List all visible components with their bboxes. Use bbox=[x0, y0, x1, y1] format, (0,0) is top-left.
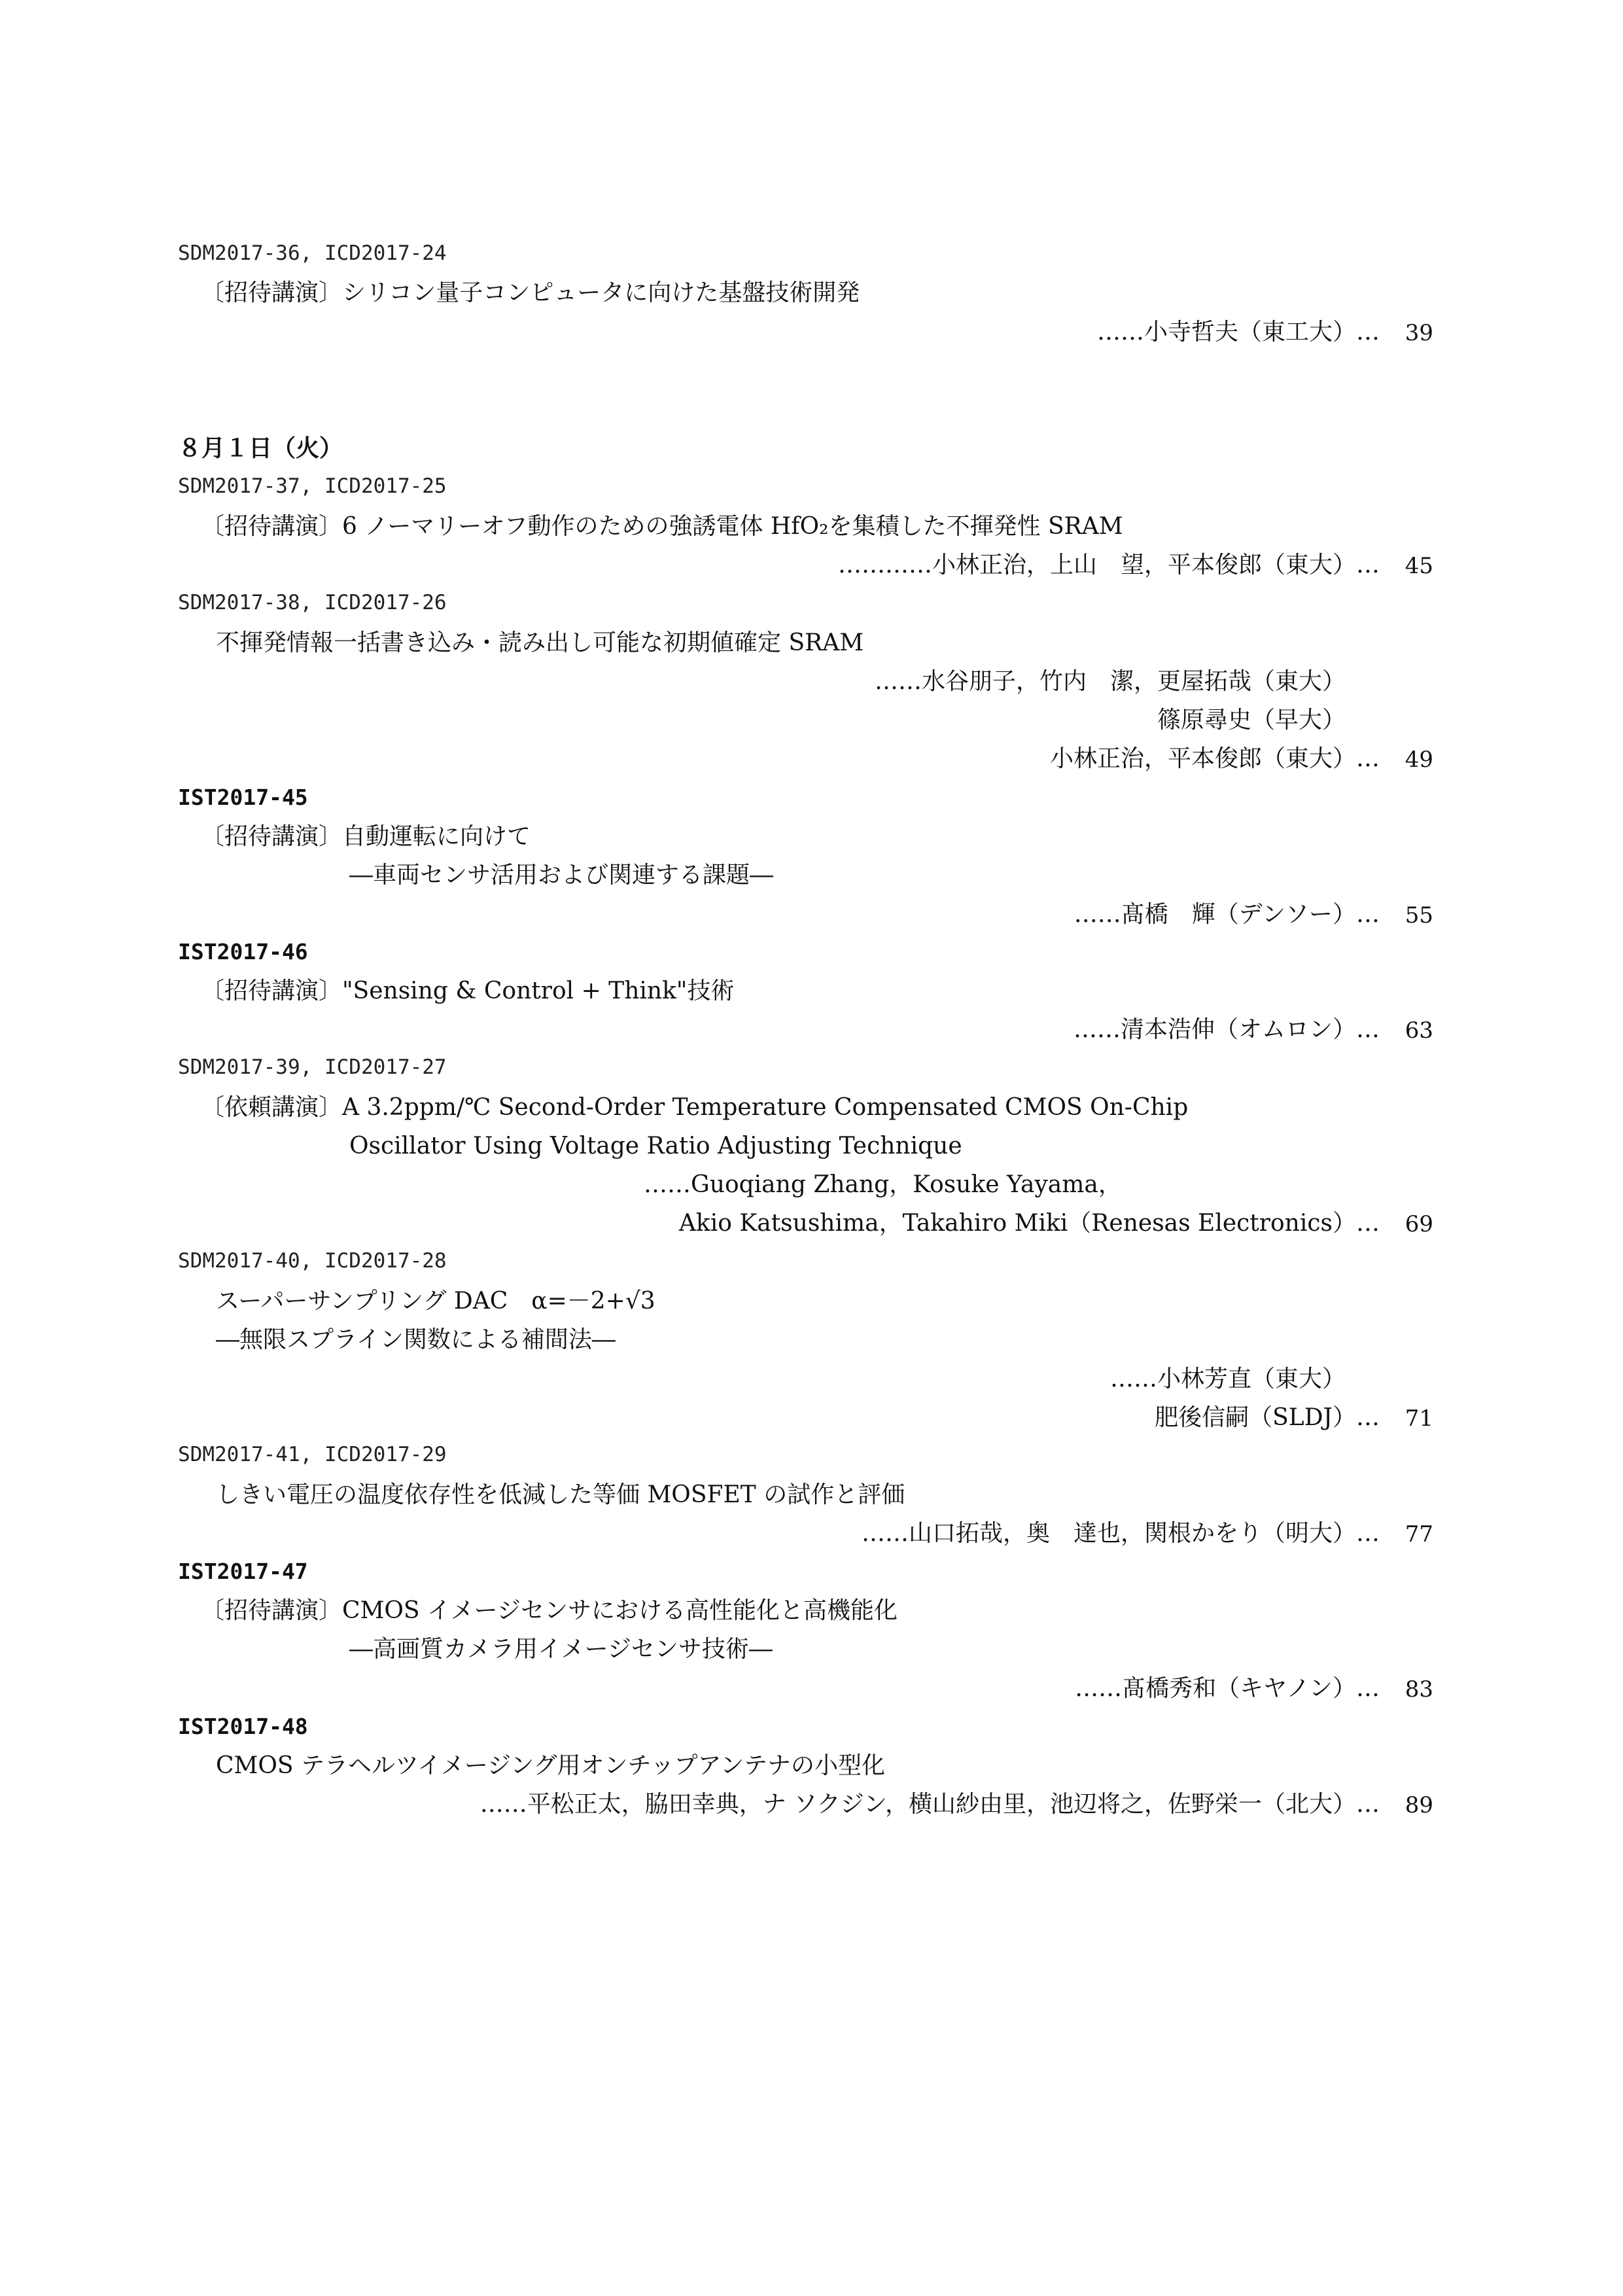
entry-authors: …………小林正治，上山 望，平本俊郎（東大）… bbox=[837, 552, 1380, 578]
entry-code: IST2017-48 bbox=[178, 1714, 308, 1739]
entry-code: IST2017-47 bbox=[178, 1559, 308, 1584]
entry-code: SDM2017-38, ICD2017-26 bbox=[178, 591, 447, 614]
entry-page: 89 bbox=[1405, 1792, 1433, 1818]
entry-title: 〔依頼講演〕A 3.2ppm/℃ Second-Order Temperature Compensated CMOS On-Chip bbox=[201, 1094, 1189, 1121]
entry-page: 45 bbox=[1405, 553, 1433, 579]
entry-subtitle: ―高画質カメラ用イメージセンサ技術― bbox=[349, 1636, 773, 1663]
entry-page: 63 bbox=[1405, 1017, 1433, 1044]
entry-authors: ……平松正太，脇田幸典，ナ ソクジン，横山紗由里，池辺将之，佐野栄一（北大）… bbox=[480, 1791, 1380, 1818]
entry-authors: 篠原尋史（早大） bbox=[1157, 707, 1346, 733]
entry-title: CMOS テラヘルツイメージング用オンチップアンテナの小型化 bbox=[216, 1752, 886, 1779]
entry-code: SDM2017-40, ICD2017-28 bbox=[178, 1249, 447, 1273]
entry-code: SDM2017-37, ICD2017-25 bbox=[178, 474, 447, 498]
entry-code: SDM2017-36, ICD2017-24 bbox=[178, 241, 447, 265]
entry-page: 83 bbox=[1405, 1676, 1433, 1703]
entry-authors: ……水谷朋子，竹内 潔，更屋拓哉（東大） bbox=[874, 668, 1346, 695]
entry-page: 49 bbox=[1405, 747, 1433, 773]
entry-authors: ……小林芳直（東大） bbox=[1109, 1366, 1346, 1392]
entry-title: スーパーサンプリング DAC α=－2+√3 bbox=[216, 1288, 655, 1315]
entry-code: IST2017-45 bbox=[178, 785, 308, 810]
entry-code: SDM2017-41, ICD2017-29 bbox=[178, 1443, 447, 1466]
entry-title: 〔招待講演〕自動運転に向けて bbox=[201, 823, 531, 850]
entry-subtitle: ―無限スプライン関数による補間法― bbox=[216, 1326, 616, 1353]
entry-page: 39 bbox=[1405, 320, 1433, 346]
entry-page: 69 bbox=[1405, 1211, 1433, 1237]
entry-title: 〔招待講演〕CMOS イメージセンサにおける高性能化と高機能化 bbox=[201, 1597, 898, 1624]
entry-authors: ……山口拓哉，奥 達也，関根かをり（明大）… bbox=[861, 1520, 1380, 1547]
entry-title: しきい電圧の温度依存性を低減した等価 MOSFET の試作と評価 bbox=[216, 1481, 905, 1508]
entry-subtitle: ―車両センサ活用および関連する課題― bbox=[349, 862, 774, 889]
entry-title: 不揮発情報一括書き込み・読み出し可能な初期値確定 SRAM bbox=[216, 629, 864, 656]
entry-authors: ……清本浩伸（オムロン）… bbox=[1073, 1016, 1380, 1043]
entry-authors: 肥後信嗣（SLDJ）… bbox=[1155, 1404, 1380, 1431]
entry-title: 〔招待講演〕"Sensing & Control + Think"技術 bbox=[201, 978, 735, 1004]
entry-title-continued: Oscillator Using Voltage Ratio Adjusting Technique bbox=[349, 1133, 962, 1159]
entry-page: 71 bbox=[1405, 1405, 1433, 1432]
entry-authors: Akio Katsushima，Takahiro Miki（Renesas Electronics）… bbox=[678, 1210, 1380, 1237]
entry-authors: ……小寺哲夫（東工大）… bbox=[1096, 319, 1380, 345]
entry-code: IST2017-46 bbox=[178, 939, 308, 964]
entry-code: SDM2017-39, ICD2017-27 bbox=[178, 1055, 447, 1079]
entry-title: 〔招待講演〕シリコン量子コンピュータに向けた基盤技術開発 bbox=[201, 279, 860, 306]
entry-page: 77 bbox=[1405, 1521, 1433, 1547]
entry-authors: 小林正治，平本俊郎（東大）… bbox=[1049, 745, 1380, 772]
entry-page: 55 bbox=[1405, 902, 1433, 928]
entry-authors: ……髙橋 輝（デンソー）… bbox=[1073, 901, 1380, 928]
entry-authors: ……Guoqiang Zhang，Kosuke Yayama， bbox=[644, 1171, 1122, 1198]
date-heading: ８月１日（火） bbox=[178, 435, 343, 462]
entry-authors: ……髙橋秀和（キヤノン）… bbox=[1075, 1675, 1380, 1702]
entry-title: 〔招待講演〕6 ノーマリーオフ動作のための強誘電体 HfO₂を集積した不揮発性 SRAM bbox=[201, 513, 1123, 540]
